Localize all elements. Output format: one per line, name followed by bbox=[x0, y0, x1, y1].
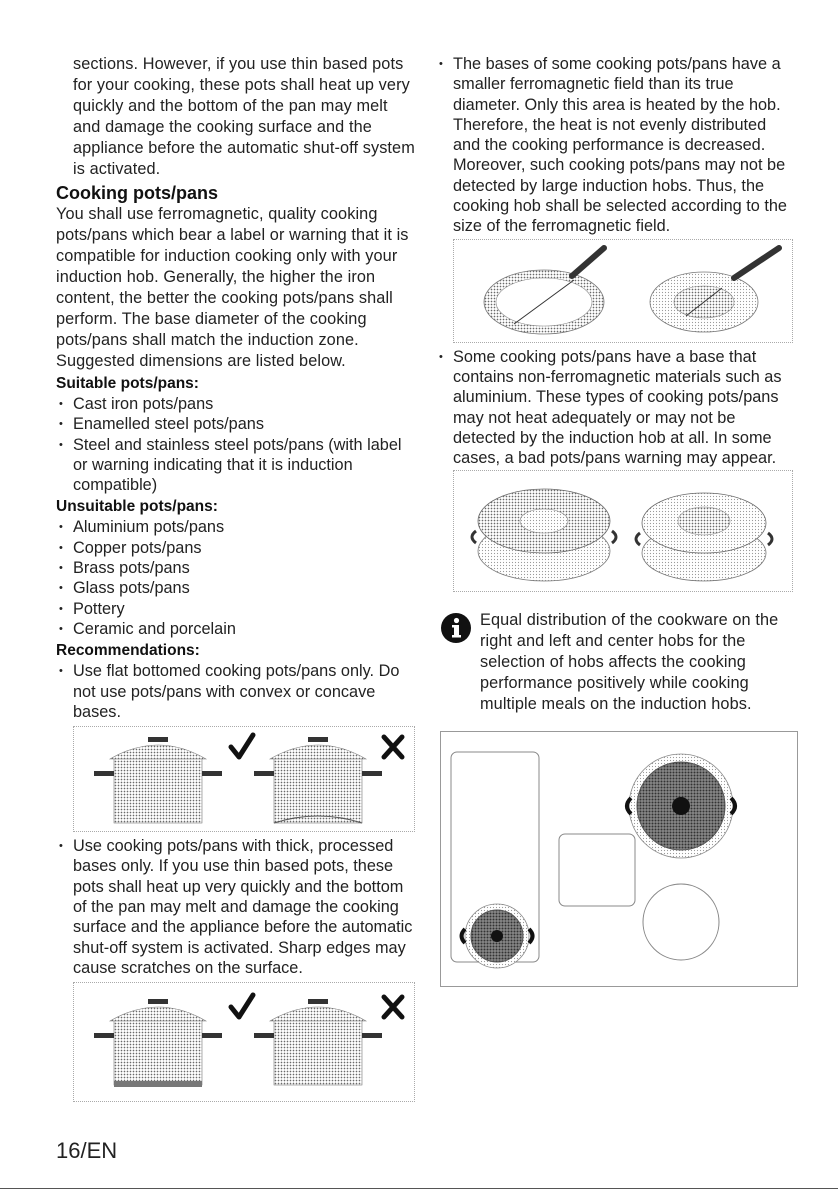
list-item: • Glass pots/pans bbox=[56, 578, 418, 598]
suitable-heading: Suitable pots/pans: bbox=[56, 375, 199, 392]
recommendations-list bbox=[56, 661, 418, 722]
suitable-list bbox=[56, 394, 418, 495]
unsuitable-heading: Unsuitable pots/pans: bbox=[56, 498, 218, 516]
list-item: • Use cooking pots/pans with thick, processed bases only. If you use thin based pots, these pots shall heat up very quickly and the bottom of the pan may melt and damage the cooking surface and the appliance before the automatic shut-off system is activated. Sharp edges may cause scratches on the surface. bbox=[56, 836, 418, 978]
bottom-rule bbox=[0, 1188, 838, 1189]
cross-mark-icon bbox=[384, 997, 402, 1017]
list-item: • Brass pots/pans bbox=[56, 558, 418, 578]
list-item: • Enamelled steel pots/pans bbox=[56, 414, 418, 434]
thick-base-figure bbox=[73, 982, 415, 1102]
cookware-heading: Cooking pots/pans bbox=[56, 183, 218, 203]
info-note-text: Equal distribution of the cookware on the right and left and center hobs for the selection of hobs affects the cooking performance positively while cooking multiple meals on the induction hobs. bbox=[480, 611, 779, 714]
info-icon bbox=[440, 612, 472, 644]
right-list-2 bbox=[436, 347, 796, 469]
list-item: • Pottery bbox=[56, 599, 418, 619]
right-column bbox=[436, 54, 796, 987]
intro-paragraph: sections. However, if you use thin based pots for your cooking, these pots shall heat up very quickly and the bottom of the pan may melt and damage the cooking surface and the appliance before the automatic shut-off system is activated. bbox=[73, 55, 415, 178]
recommendations-heading: Recommendations: bbox=[56, 642, 200, 660]
left-column bbox=[56, 54, 418, 1102]
ferromagnetic-field-figure bbox=[453, 239, 793, 343]
cookware-paragraph: You shall use ferromagnetic, quality cooking pots/pans which bear a label or warning that it is compatible for induction cooking only with your induction hob. Generally, the higher the iron content, the better the cooking pots/pans shall perform. The base diameter of the cooking pots/pans shall match the induction zone. Suggested dimensions are listed below. bbox=[56, 205, 409, 370]
hob-layout-figure bbox=[440, 731, 798, 987]
check-mark-icon bbox=[231, 995, 253, 1017]
list-item: • Ceramic and porcelain bbox=[56, 619, 418, 639]
list-item: • Steel and stainless steel pots/pans (with label or warning indicating that it is induction compatible) bbox=[56, 435, 418, 496]
list-item: • Cast iron pots/pans bbox=[56, 394, 418, 414]
check-mark-icon bbox=[231, 735, 253, 757]
info-note bbox=[436, 610, 796, 715]
non-ferromagnetic-figure bbox=[453, 470, 793, 592]
page-number: 16/EN bbox=[56, 1138, 118, 1163]
list-item: • Aluminium pots/pans bbox=[56, 517, 418, 537]
unsuitable-list bbox=[56, 517, 418, 639]
list-item: • The bases of some cooking pots/pans have a smaller ferromagnetic field than its true diameter. Only this area is heated by the hob. Therefore, the heat is not evenly distributed and the cooking performance is decreased. Moreover, such cooking pots/pans may not be detected by large induction hobs. Thus, the cooking hob shall be selected according to the size of the ferromagnetic field. bbox=[436, 54, 796, 237]
list-item: • Use flat bottomed cooking pots/pans only. Do not use pots/pans with convex or concave bases. bbox=[56, 661, 418, 722]
flat-base-figure bbox=[73, 726, 415, 832]
recommendations-list-2 bbox=[56, 836, 418, 978]
right-list-1 bbox=[436, 54, 796, 237]
list-item: • Copper pots/pans bbox=[56, 538, 418, 558]
cross-mark-icon bbox=[384, 737, 402, 757]
list-item: • Some cooking pots/pans have a base that contains non-ferromagnetic materials such as aluminium. These types of cooking pots/pans may not heat adequately or may not be detected by the induction hob at all. In some cases, a bad pots/pans warning may appear. bbox=[436, 347, 796, 469]
